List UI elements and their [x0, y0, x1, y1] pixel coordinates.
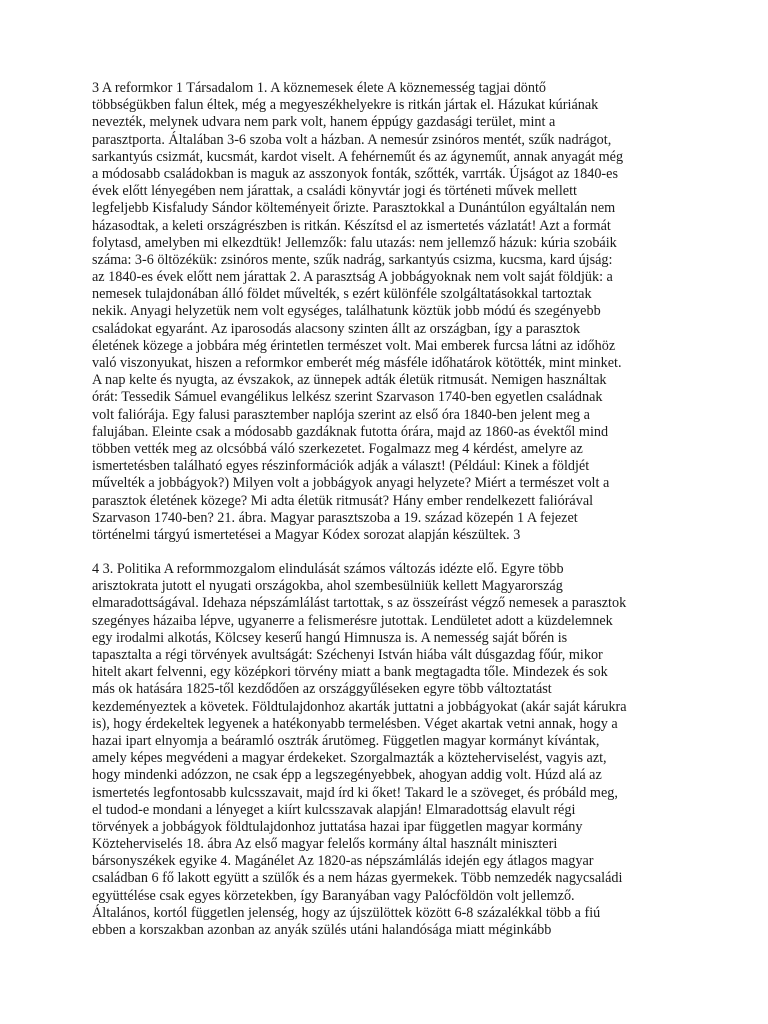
text-line: Általános, kortól független jelenség, hogy az újszülöttek között 6-8 százalékkal több a fiú: [92, 904, 601, 921]
text-line: volt faliórájа. Egy falusi parasztember naplója szerint az első óra 1840-ben jelent meg a: [92, 406, 590, 423]
text-line: törvények a jobbágyok földtulajdonhoz juttatása hazai ipar független magyar kormány: [92, 818, 583, 835]
text-line: arisztokrata jutott el nyugati országokba, ahol szembesülniük kellett Magyarország: [92, 578, 563, 595]
text-line: Közteherviselés 18. ábra Az első magyar felelős kormány által használt miniszteri: [92, 836, 558, 853]
text-line: elmaradottságával. Idehaza népszámlálást tartottak, s az összeírást végző nemesek a parasztok: [92, 595, 627, 612]
text-line: művelték a jobbágyok?) Milyen volt a jobbágyok anyagi helyzete? Miért a természet volt a: [92, 475, 610, 492]
text-line: házasodtak, a keleti országrészben is ritkán. Készítsd el az ismertetés vázlatát! Azt a formát: [92, 217, 611, 234]
text-line: bársonyszékek egyike 4. Magánélet Az 1820-as népszámlálás idején egy átlagos magyar: [92, 853, 594, 870]
text-line: többségükben falun éltek, még a megyeszékhelyekre is ritkán jártak el. Házukat kúriának: [92, 97, 599, 114]
text-line: nemesek tulajdonában álló földet művelték, s ezért különféle szolgáltatásokkal tartoztak: [92, 286, 592, 303]
text-line: tapasztalta a régi törvények avultságát: Széchenyi István hiába vált dúsgazdag főúr, mikor: [92, 647, 603, 663]
text-line: amely képes megvédeni a magyar érdekeket. Szorgalmazták a közteherviselést, vagyis azt,: [92, 750, 607, 767]
text-line: órát: Tessedik Sámuel evangélikus lelkész szerint Szarvason 1740-ben egyetlen családnak: [92, 389, 603, 406]
text-line: családban 6 fő lakott együtt a szülők és a nem házas gyermekek. Több nemzedék nagycsaládi: [92, 870, 623, 887]
text-line: nekik. Anyagi helyzetük nem volt egységes, találhatunk köztük jobb módú és szegényebb: [92, 303, 601, 320]
paragraph: [92, 561, 692, 939]
text-line: száma: 3-6 öltözékük: zsinóros mente, szűk nadrág, sarkantyús csizma, kucsma, kard újság:: [92, 251, 613, 268]
text-line: ismertetés legfontosabb kulcsszavait, majd írd ki őket! Takard le a szöveget, és próbáld meg,: [92, 784, 618, 801]
text-line: legfeljebb Kisfaludy Sándor költeményeit őrizte. Parasztokkal a Dunántúlon egyáltalán nem: [92, 200, 616, 217]
text-line: való viszonyukat, hiszen a reformkor emberét még másféle időhatárok kötötték, mint minket.: [92, 355, 622, 371]
text-line: 3 A reformkor 1 Társadalom 1. A köznemesek élete A köznemesség tagjai döntő: [92, 80, 547, 96]
document-body: [92, 80, 692, 939]
text-line: életének közege a jobbára még érintetlen természet volt. Mai emberek furcsa látni az időhöz: [92, 337, 616, 354]
text-line: Szarvason 1740-ben? 21. ábra. Magyar parasztszoba a 19. század közepén 1 A fejezet: [92, 509, 578, 526]
text-line: folytasd, amelyben mi elkezdtük! Jellemzők: falu utazás: nem jellemző házuk: kúria szobáik: [92, 234, 617, 251]
text-line: évek előtt lényegében nem járattak, a családi könyvtár jogi és történeti művek mellett: [92, 183, 577, 200]
text-line: A nap kelte és nyugta, az évszakok, az ünnepek adták életük ritmusát. Nemigen használtak: [92, 372, 607, 389]
text-line: is), hogy érdekeltek legyenek a hatékonyabb termelésben. Véget akartak vetni annak, hogy a: [92, 715, 618, 732]
text-line: ismertetésben található egyes részinformációk adják a választ! (Például: Kinek a földjét: [92, 458, 590, 475]
text-line: falujában. Eleinte csak a módosabb gazdáknak futotta órára, majd az 1860-as évektől mind: [92, 423, 609, 440]
text-line: hazai ipart elnyomja a beáramló osztrák árutömeg. Független magyar kormányt kívántak,: [92, 732, 600, 749]
text-line: más ok hatására 1825-től kezdődően az országgyűléseken egyre több változtatást: [92, 681, 552, 698]
text-line: hogy mindenki adózzon, ne csak épp a legszegényebbek, ahogyan addig volt. Húzd alá az: [92, 767, 602, 784]
text-line: történelmi tárgyú ismertetései a Magyar Kódex sorozat alapján készültek. 3: [92, 526, 521, 543]
text-line: 4 3. Politika A reformmozgalom elindulását számos változás idézte elő. Egyre több: [92, 561, 564, 578]
text-line: az 1840-es évek előtt nem járattak 2. A parasztság A jobbágyoknak nem volt saját földjük: a: [92, 269, 613, 286]
text-line: nevezték, melynek udvara nem park volt, hanem éppúgy gazdasági terület, mint a: [92, 114, 556, 131]
text-line: el tudod-e mondani a lényeget a kiírt kulcsszavak alapján! Elmaradottság elavult régi: [92, 801, 576, 818]
text-line: sarkantyús csizmát, kucsmát, kardot viselt. A fehérneműt és az ágyneműt, annak anyagát még: [92, 148, 624, 165]
text-line: egy irodalmi alkotás, Kölcsey keserű hangú Himnusza is. A nemesség saját bőrén is: [92, 629, 568, 646]
text-line: többen vették meg az olcsóbbá váló szerkezetet. Fogalmazz meg 4 kérdést, amelyre az: [92, 440, 583, 457]
paragraph: [92, 80, 692, 544]
text-line: kezdeményeztek a követek. Földtulajdonhoz akarták juttatni a jobbágyokat (akár saját kárukra: [92, 698, 627, 715]
text-line: parasztporta. Általában 3-6 szoba volt a házban. A nemesúr zsinóros mentét, szűk nadrágot,: [92, 131, 612, 148]
text-line: szegényes házaiba lépve, ugyanerre a felismerésre jutottak. Lendületet adott a küzdelemnek: [92, 612, 613, 629]
text-line: ebben a korszakban azonban az anyák szülés utáni halandósága miatt méginkább: [92, 922, 552, 938]
text-line: parasztok életének közege? Mi adta életük ritmusát? Hány ember rendelkezett faliórával: [92, 492, 594, 509]
text-line: a módosabb családokban is maguk az asszonyok fonták, szőtték, varrták. Újságot az 1840-es: [92, 165, 618, 182]
text-line: családokat egyaránt. Az iparosodás alacsony szinten állt az országban, így a parasztok: [92, 320, 581, 337]
text-line: együttélése csak egyes körzetekben, így Baranyában vagy Palócföldön volt jellemző.: [92, 887, 575, 904]
text-line: hitelt akart felvenni, egy középkori törvény miatt a bank megtagadta tőle. Mindezek és sok: [92, 664, 608, 681]
